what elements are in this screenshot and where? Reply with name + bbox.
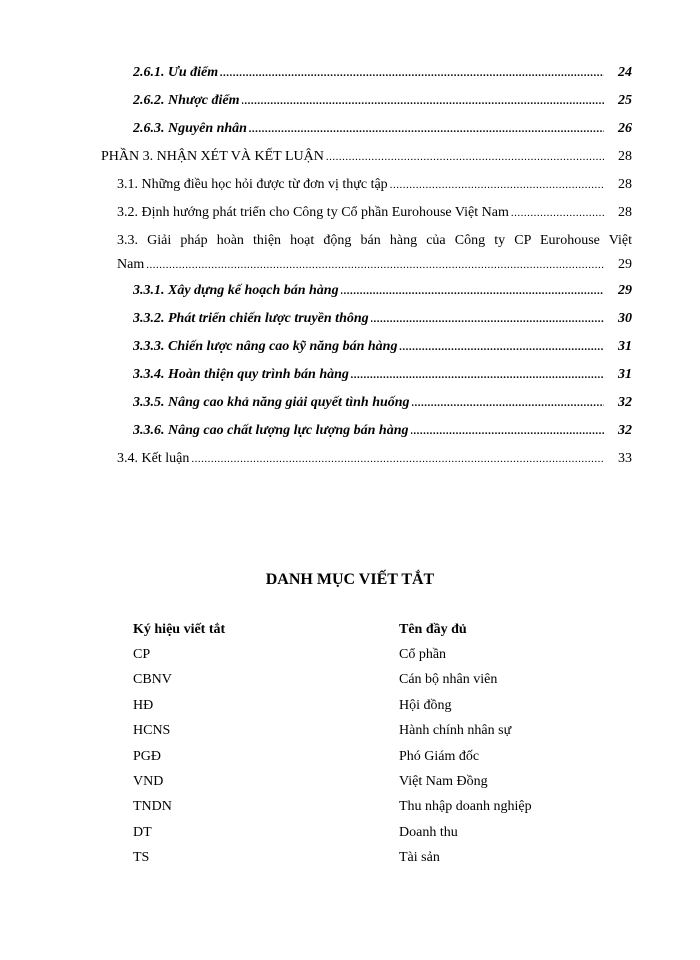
- abbr-fullname: Cổ phần: [399, 647, 447, 662]
- toc-page-number: 28: [618, 149, 632, 164]
- toc-entry[interactable]: [133, 281, 632, 301]
- abbr-header-fullname: Tên đầy đủ: [399, 622, 467, 637]
- abbr-fullname: Thu nhập doanh nghiệp: [399, 799, 532, 815]
- dot-leader: [146, 255, 604, 275]
- toc-entry-label: 2.6.2. Nhược điểm: [133, 93, 240, 108]
- abbr-fullname: Việt Nam Đồng: [399, 774, 488, 789]
- toc-entry[interactable]: [117, 449, 632, 469]
- toc-page-number: 32: [618, 395, 632, 410]
- abbr-symbol: DT: [133, 824, 152, 840]
- toc-entry[interactable]: [133, 337, 632, 357]
- toc-entry-label: 3.2. Định hướng phát triển cho Công ty Cổ phần Eurohouse Việt Nam: [117, 205, 509, 220]
- abbr-symbol: TS: [133, 850, 150, 866]
- toc-entry[interactable]: [133, 91, 632, 111]
- toc-entry[interactable]: [117, 175, 632, 195]
- abbr-symbol: PGĐ: [133, 748, 162, 764]
- toc-entry-label: Nam: [117, 257, 145, 272]
- toc-entry-line1: 3.3. Giải pháp hoàn thiện hoạt động bán hàng của Công ty CP Eurohouse Việt: [117, 233, 632, 248]
- toc-page-number: 24: [618, 65, 632, 80]
- toc-entry[interactable]: [133, 421, 632, 441]
- dot-leader: [242, 91, 604, 111]
- toc-page-number: 29: [618, 283, 632, 298]
- abbr-symbol: CBNV: [133, 672, 172, 688]
- abbr-fullname: Tài sản: [399, 850, 440, 866]
- abbr-fullname: Hành chính nhân sự: [399, 723, 512, 739]
- toc-entry[interactable]: [133, 309, 632, 329]
- toc-page-number: 32: [618, 423, 632, 438]
- toc-entry[interactable]: [133, 365, 632, 385]
- toc-entry-label: 2.6.1. Ưu điểm: [133, 65, 219, 80]
- dot-leader: [371, 309, 604, 329]
- toc-entry-label: 3.3.4. Hoàn thiện quy trình bán hàng: [133, 367, 349, 382]
- toc-entry-label: 3.3.1. Xây dựng kế hoạch bán hàng: [133, 283, 339, 298]
- abbr-symbol: VND: [133, 774, 164, 789]
- abbr-fullname: Doanh thu: [399, 824, 458, 840]
- abbreviations-title: DANH MỤC VIẾT TẮT: [265, 571, 435, 588]
- abbr-fullname: Hội đồng: [399, 697, 452, 713]
- dot-leader: [220, 63, 604, 83]
- toc-entry-label: 3.3.2. Phát triển chiến lược truyền thông: [133, 311, 369, 326]
- toc-entry[interactable]: [117, 203, 632, 223]
- abbr-header-symbol: Ký hiệu viết tắt: [133, 622, 226, 637]
- toc-entry-label: PHẦN 3. NHẬN XÉT VÀ KẾT LUẬN: [101, 149, 324, 164]
- toc-page-number: 29: [618, 257, 632, 272]
- toc-entry[interactable]: [117, 255, 632, 275]
- abbr-fullname: Phó Giám đốc: [399, 748, 480, 764]
- toc-page-number: 26: [618, 121, 632, 136]
- toc-entry-label: 2.6.3. Nguyên nhân: [133, 121, 247, 136]
- dot-leader: [249, 119, 604, 139]
- abbr-symbol: TNDN: [133, 799, 172, 815]
- toc-entry[interactable]: [133, 63, 632, 83]
- toc-entry[interactable]: [133, 393, 632, 413]
- toc-page-number: 25: [618, 93, 632, 108]
- dot-leader: [511, 203, 604, 223]
- toc-entry[interactable]: [133, 119, 632, 139]
- toc-page-number: 31: [618, 367, 632, 382]
- dot-leader: [351, 365, 604, 385]
- dot-leader: [326, 147, 604, 167]
- abbr-fullname: Cán bộ nhân viên: [399, 672, 498, 688]
- dot-leader: [412, 393, 604, 413]
- abbr-symbol: HĐ: [133, 697, 154, 713]
- dot-leader: [399, 337, 604, 357]
- dot-leader: [390, 175, 604, 195]
- toc-entry-label: 3.4. Kết luận: [117, 451, 190, 466]
- toc-page-number: 33: [618, 451, 632, 466]
- toc-page-number: 28: [618, 205, 632, 220]
- toc-entry-label: 3.3.5. Nâng cao khả năng giải quyết tình huống: [133, 395, 410, 410]
- toc-page-number: 30: [618, 311, 632, 326]
- abbr-symbol: CP: [133, 647, 151, 662]
- abbr-symbol: HCNS: [133, 723, 171, 739]
- toc-page-number: 28: [618, 177, 632, 192]
- dot-leader: [411, 421, 604, 441]
- toc-entry-label: 3.1. Những điều học hỏi được từ đơn vị thực tập: [117, 177, 388, 192]
- toc-page-number: 31: [618, 339, 632, 354]
- toc-entry[interactable]: [101, 147, 632, 167]
- dot-leader: [191, 449, 604, 469]
- dot-leader: [341, 281, 604, 301]
- toc-entry-label: 3.3.6. Nâng cao chất lượng lực lượng bán hàng: [133, 423, 409, 438]
- toc-entry-label: 3.3.3. Chiến lược nâng cao kỹ năng bán hàng: [133, 339, 398, 354]
